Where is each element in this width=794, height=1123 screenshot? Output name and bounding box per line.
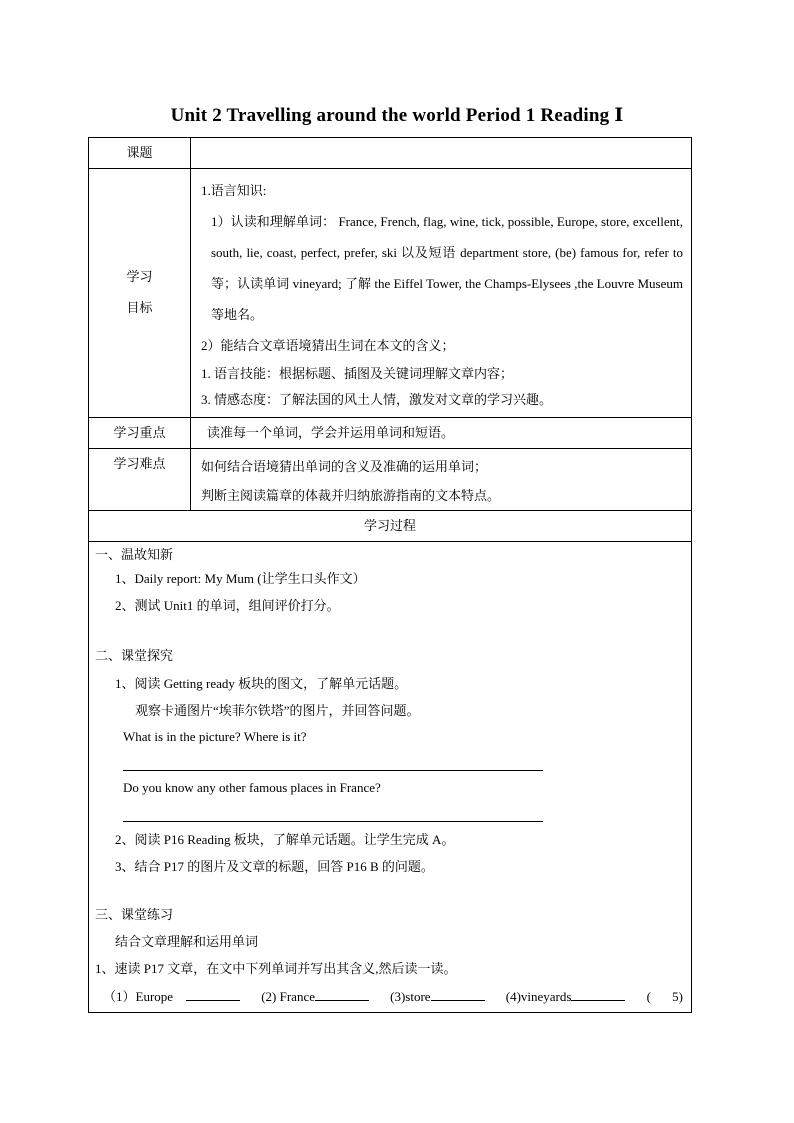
vocab-item-5: 5) [672, 989, 683, 1004]
difficulty-row [89, 449, 692, 511]
process-heading-row [89, 511, 692, 542]
vocab-item-5-open: ( [646, 989, 651, 1004]
vocab-item-4: (4)vineyards [506, 983, 626, 1011]
section-2-item-1-sub: 观察卡通图片“埃菲尔铁塔”的图片，并回答问题。 [135, 703, 420, 718]
difficulty-line-1: 如何结合语境猜出单词的含义及准确的运用单词； [201, 459, 488, 474]
topic-row [89, 138, 692, 169]
goals-content [191, 169, 692, 418]
difficulty-label: 学习难点 [89, 449, 191, 511]
goals-label-line-1: 学习 [126, 269, 153, 284]
difficulty-line-2: 判断主阅读篇章的体裁并归纳旅游指南的文本特点。 [201, 488, 501, 503]
key-point-label: 学习重点 [89, 418, 191, 449]
section-3-item-1: 1、速读 P17 文章，在文中下列单词并写出其含义,然后读一读。 [95, 961, 457, 976]
vocab-item-3: (3)store [390, 983, 484, 1011]
topic-value [191, 138, 692, 169]
difficulty-content [191, 449, 692, 511]
section-2-item-2: 2、阅读 P16 Reading 板块，了解单元话题。让学生完成 A。 [115, 832, 455, 847]
goals-label-line-2: 目标 [126, 300, 153, 315]
vocab-blank-4[interactable] [571, 988, 625, 1001]
document-title: Unit 2 Travelling around the world Period 1 Reading Ⅰ [170, 105, 624, 126]
goals-line-2: 2）能结合文章语境猜出生词在本文的含义； [201, 338, 455, 353]
vocab-blank-1[interactable] [186, 988, 240, 1001]
question-1: What is in the picture? Where is it? [123, 729, 307, 744]
section-2-item-1: 1、阅读 Getting ready 板块的图文，了解单元话题。 [115, 676, 408, 691]
section-3-title: 三、课堂练习 [95, 907, 174, 922]
section-1-title: 一、温故知新 [95, 547, 174, 562]
section-2-item-3: 3、结合 P17 的图片及文章的标题，回答 P16 B 的问题。 [115, 859, 434, 874]
lesson-plan-table [88, 137, 692, 1013]
process-row [89, 542, 692, 1013]
vocab-item-1: （1）Europe [103, 983, 240, 1011]
topic-label: 课题 [89, 138, 191, 169]
goals-line-4: 3. 情感态度：了解法国的风土人情，激发对文章的学习兴趣。 [201, 392, 553, 407]
key-point-row [89, 418, 692, 449]
vocab-blank-3[interactable] [431, 988, 485, 1001]
section-2-title: 二、课堂探究 [95, 648, 174, 663]
key-point-value: 读准每一个单词，学会并运用单词和短语。 [191, 418, 692, 449]
vocab-blank-2[interactable] [315, 988, 369, 1001]
goals-label [89, 169, 191, 418]
process-heading: 学习过程 [89, 511, 692, 542]
goals-line-3: 1. 语言技能：根据标题、插图及关键词理解文章内容； [201, 366, 514, 381]
section-3-subtitle: 结合文章理解和运用单词 [115, 934, 259, 949]
process-content [89, 542, 692, 1013]
section-1-item-1: 1、Daily report: My Mum (让学生口头作文） [115, 571, 366, 586]
vocab-blanks-row [95, 983, 685, 1011]
section-1-item-2: 2、测试 Unit1 的单词，组间评价打分。 [115, 598, 340, 613]
vocab-item-2: (2) France [261, 983, 369, 1011]
goals-row [89, 169, 692, 418]
question-2: Do you know any other famous places in France? [123, 780, 381, 795]
goals-line-1: 1）认读和理解单词： France, French, flag, wine, tick, possible, Europe, store, excellent, south, lie, coast, perfect, prefer, ski 以及短语 department store, (be) famous for, refer to 等；认读单词 vineyard; 了解 the Eiffel Tower, the Champs-Elysees ,the Louvre Museum 等地名。 [211, 214, 683, 322]
answer-line-1[interactable] [123, 750, 543, 771]
answer-line-2[interactable] [123, 801, 543, 822]
goals-heading: 1.语言知识: [201, 183, 267, 198]
